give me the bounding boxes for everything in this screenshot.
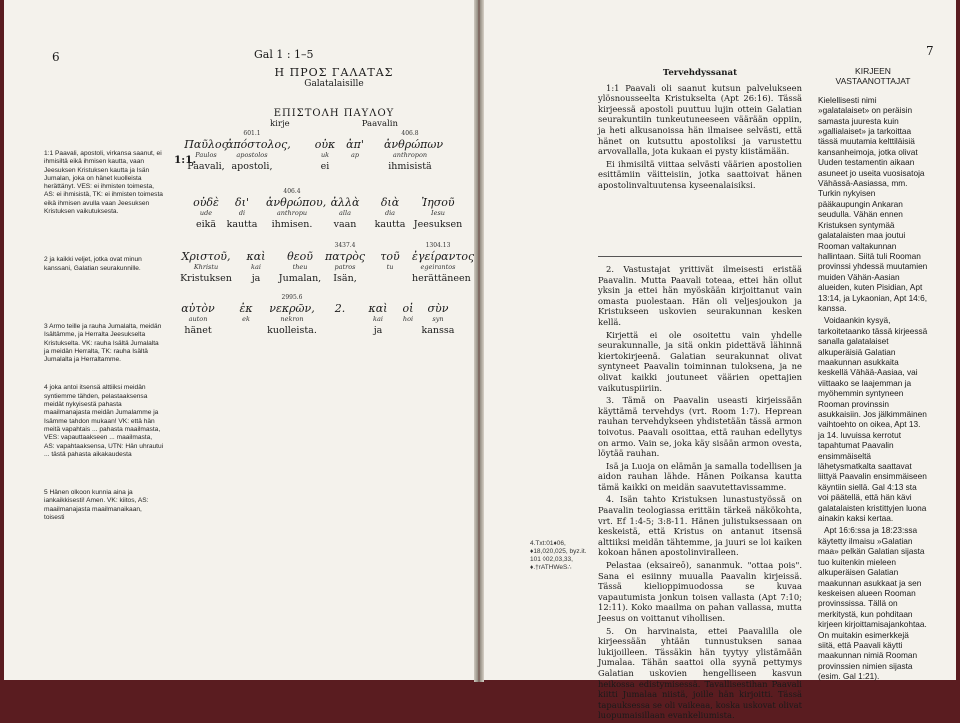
verse-note-4: 4 joka antoi itsensä alttiiksi meidän syntiemme tähden, pelastaaksensa meidät nykyisestä pahasta maailmanajasta meidän Jumalamme ja Isämme tahdon mukaan! VK: että hän meitä vapahtais ... pahasta maailmasta, VES: vapauttaakseen ... maailmasta, AS: vapahtaaksensa, UTN: Hän uhrautui ... tästä pahasta aikakaudesta	[44, 384, 164, 458]
finnish-gloss: ja	[373, 325, 383, 336]
recipients-column	[818, 66, 928, 682]
strong-number: 601.1	[243, 130, 261, 137]
interlinear-word	[180, 240, 232, 284]
strong-number: 2995.6	[281, 294, 303, 301]
greek-word: οὐδὲ	[193, 196, 219, 209]
finnish-gloss	[220, 325, 272, 336]
transliteration: auton	[188, 315, 208, 323]
strong-number: 406.8	[401, 130, 419, 137]
greek-word: ἀπ'	[346, 138, 364, 151]
greek-word: ἐκ	[239, 302, 253, 315]
finnish-gloss: apostoli,	[231, 161, 273, 172]
finnish-gloss: kuolleista.	[267, 325, 317, 336]
greek-word: αὐτὸν	[181, 302, 215, 315]
running-head: Gal 1 : 1–5	[254, 48, 314, 61]
greek-word: Χριστοῦ,	[181, 250, 231, 263]
commentary-p9: 5. On harvinaista, ettei Paavalilla ole kirjeessään yhtään tunnustuksen sanaa lukijoilleen. Tässäkin hän tyytyy ylistämään Jumalaa. Tähän saattoi olla syynä pettymys Galatian uskovien hengelliseen kasvun heikossa edistymisessä. Tavallisestihan Paavali kiitti Jumalaa niistä, joille hän kirjoitti. Tässä tapauksessa se oli vaikeaa, koska uskovat olivat luopumaisillaan evankeliumista.	[598, 625, 802, 721]
transliteration: anthropon	[392, 151, 428, 159]
greek-word: 2.	[334, 302, 346, 315]
transliteration: ap	[350, 151, 360, 159]
finnish-gloss: herättäneen	[412, 273, 471, 284]
finnish-gloss: ja	[251, 273, 261, 284]
text-critical-note: 4.Txt:01♦06, ♦18,020,025, byz.it. 101 ◊02,03,33, ♦.†rATHWeS∴	[530, 540, 587, 571]
verse-note-5: 5 Hänen olkoon kunnia aina ja iankaikkisesti! Amen. VK: kiitos, AS: maailmanajasta maailmanaikaan, toisesti	[44, 489, 149, 522]
greek-word: θεοῦ	[287, 250, 313, 263]
interlinear-word	[266, 292, 318, 336]
verse-notes	[44, 150, 164, 528]
transliteration: di	[238, 209, 246, 217]
transliteration: theu	[292, 263, 308, 271]
recipients-p2: Voidaankin kysyä, tarkoitetaanko tässä kirjeessä sanalla galatalaiset alkuperäisiä Galatian maakunnan asukkaita keskellä Vähää-Aasiaa, vai viittaako se laajemman ja myöhemmin syntyneen Rooman provinssin asukkaisiin. Jos jälkimmäinen vaihtoehto on oikea, Apt 13. ja 14. luvuissa kerrotut tapahtumat Paavalin ensimmäiseltä lähetysmatkalta saattavat liittyä Paavalin ensimmäiseen käyntiin siellä. Gal 4:13 sta voi päätellä, että hän kävi galatalaisten kristittyjen luona ainakin kaksi kertaa.	[818, 315, 928, 524]
finnish-gloss: Jumalan,	[278, 273, 322, 284]
interlinear-word	[266, 186, 327, 230]
commentary-p1: 1:1 Paavali oli saanut kutsun palvelukseen ylösnousseelta Kristukselta (Apt 26:16). Tässä kirjeessä apostoli puuttuu lujin ottein Galatian seurakuntiin tunkeutuneeseen väärään oppiin, ja heti alkusanoissa hän ilmaisee selvästi, että hänet on kutsuttu apostoliksi ja varustettu arvovallalla, jota kukaan ei pysty kiistämään.	[598, 82, 802, 157]
epistle-word-kirje: kirje	[270, 119, 290, 129]
transliteration: egeirantos	[420, 263, 456, 271]
book-title	[234, 66, 434, 89]
transliteration: hoi	[402, 315, 414, 323]
finnish-gloss: kautta	[226, 219, 258, 230]
interlinear-word	[364, 186, 416, 230]
strong-number: 406.4	[283, 188, 301, 195]
finnish-gloss: kanssa	[421, 325, 455, 336]
right-page	[484, 0, 956, 721]
interlinear-word	[329, 128, 381, 172]
verse-note-2: 2 ja kaikki veljet, jotka ovat minun kanssani, Galatian seurakunnille.	[44, 256, 142, 272]
epistle-title-greek: ΕΠΙΣΤΟΛΗ ΠΑΥΛΟΥ	[273, 108, 395, 119]
commentary-p3: 2. Vastustajat yrittivät ilmeisesti eristää Paavalin. Mutta Paavali toteaa, ettei hän ollut yksin ja ettei hän myöskään kirjoittanut vain omasta puolestaan. Hän oli veljesjoukon ja Kristukseen uskovien seurakunnan kesken kellä.	[598, 264, 802, 327]
commentary-p7: 4. Isän tahto Kristuksen lunastustyössä on Paavalin teologiassa erittäin tärkeä näkökohta, vrt. Ef 1:4-5; 3:8-11. Hänen julistuksessaan on keskeistä, että Kristus on antanut itsensä alttiiksi meidän tähtemme, ja juuri se loi kaiken kokoan hänen apostolinviralleen.	[598, 494, 802, 558]
greek-word: τοῦ	[380, 250, 400, 263]
greek-word: διὰ	[380, 196, 400, 209]
commentary-p6: Isä ja Luoja on elämän ja samalla todellisen ja aidon rauhan lähde. Hänen Poikansa kautta tämä kaikki on meidän saavutettavissamme.	[598, 460, 802, 492]
book-title-finnish: Galatalaisille	[304, 79, 364, 89]
recipients-p3: Apt 16:6:ssa ja 18:23:ssa käytetty ilmaisu »Galatian maa» pelkän Galatian sijasta tuo kuitenkin mieleen alkuperäisen Galatian maakunnan asukkaat ja sen keskeisen alueen Rooman provinssissa. Tällä on merkitystä, kun pohditaan kirjeen kirjoittamisajankohtaa. On muitakin esimerkkejä siitä, että Paavali käytti maakunnan nimiä Rooman provinssien nimien sijasta (esim. Gal 1:21).	[818, 525, 927, 682]
commentary-p4: Kirjettä ei ole osoitettu vain yhdelle seurakunnalle, ja sitä onkin pidettävä lähinnä kiertokirjeenä. Galatian seurakunnat olivat syntyneet Paavalin toiminnan tuloksena, ja ne olivat kaikki joutuneet väärien opettajien vaikutuspiiriin.	[598, 329, 802, 393]
finnish-gloss: Kristuksen	[180, 273, 232, 284]
transliteration: uk	[320, 151, 330, 159]
interlinear-word	[220, 292, 272, 336]
interlinear-word	[412, 186, 464, 230]
transliteration: apostolos	[236, 151, 268, 159]
commentary-p8: Pelastaa (eksaireō), sananmuk. "ottaa pois". Sana ei esiinny muualla Paavalin kirjeissä. Tässä kielioppimuodossa se kuvaa vapautumista jonkun toisen vallasta (Apt 7:10; 12:11). Koko maailma on pahan vallassa, mutta Jeesus on voittanut vihollisen.	[598, 560, 802, 623]
left-page-number: 6	[52, 50, 60, 64]
left-page	[4, 0, 474, 680]
transliteration: dia	[384, 209, 396, 217]
transliteration: Iesu	[431, 209, 445, 217]
finnish-gloss: ihmisen.	[271, 219, 313, 230]
greek-word: ἀνθρώπων	[384, 138, 444, 151]
transliteration: tu	[386, 263, 394, 271]
greek-word: οἱ	[402, 302, 414, 315]
transliteration: kai	[373, 315, 383, 323]
section-heading: Tervehdyssanat	[662, 68, 738, 78]
greek-word: καὶ	[368, 302, 388, 315]
transliteration: Paulos	[195, 151, 217, 159]
greek-word: σὺν	[427, 302, 449, 315]
interlinear-word	[384, 128, 444, 172]
greek-word: ἀλλὰ	[330, 196, 360, 209]
greek-word: Παῦλος	[184, 138, 228, 151]
finnish-gloss: Jeesuksen	[413, 219, 463, 230]
epistle-word-paavalin: Paavalin	[361, 119, 398, 129]
greek-word: οὐκ	[314, 138, 336, 151]
book-title-greek: Η ΠΡΟΣ ΓΑΛΑΤΑΣ	[274, 66, 394, 79]
interlinear-word	[180, 128, 232, 172]
greek-word: καὶ	[246, 250, 266, 263]
right-page-number: 7	[926, 44, 934, 58]
strong-number: 1304.13	[425, 242, 451, 249]
greek-word: δι'	[235, 196, 249, 209]
finnish-gloss: ihmisistä	[388, 161, 432, 172]
section-rule	[598, 256, 802, 257]
commentary-column-2	[598, 264, 802, 723]
finnish-gloss: hänet	[184, 325, 212, 336]
greek-word: πατρὸς	[325, 250, 365, 263]
interlinear-word	[412, 292, 464, 336]
transliteration: kai	[251, 263, 261, 271]
interlinear-word	[364, 240, 416, 284]
greek-word: ἐγείραντος	[412, 250, 475, 263]
transliteration: anthropu	[276, 209, 308, 217]
commentary-p5: 3. Tämä on Paavalin useasti kirjeissään käyttämä tervehdys (vrt. Room 1:7). Heprean rauhan tervehdykseen yhdistetään tässä armon toivotus. Paavali osoittaa, että rauhan edellytys on armo. Vain se, joka käy sisään armon ovesta, löytää rauhan.	[598, 395, 802, 459]
transliteration: alla	[339, 209, 351, 217]
finnish-gloss: ei	[320, 161, 330, 172]
interlinear-word	[226, 128, 291, 172]
interlinear-word	[172, 292, 224, 336]
greek-word: νεκρῶν,	[269, 302, 315, 315]
book-gutter	[474, 0, 484, 682]
transliteration: nekron	[280, 315, 304, 323]
finnish-gloss: Isän,	[333, 273, 357, 284]
transliteration: ek	[242, 315, 250, 323]
transliteration: ude	[199, 209, 213, 217]
recipients-p1: Kielellisesti nimi »galatalaiset» on peräisin samasta juuresta kuin »gallialaiset» ja tarkoittaa tässä muutamia kelttiläisiä kansanheimoja, jotka olivat Uuden testamentin aikaan asuneet jo useita vuosisatoja Vähässä-Aasiassa, mm. Turkin nykyisen pääkaupungin Ankaran seudulla. Vähän ennen Kristuksen syntymää galatalaisten maa joutui Rooman valtakunnan hallintaan. Siitä tuli Rooman provinssi yhdessä muutamien muiden Vähän-Aasian alueiden, kuten Pisidian, Apt 13:14, ja Lykaonian, Apt 14:6, kanssa.	[818, 94, 928, 313]
commentary-p2: Ei ihmisiltä viittaa selvästi väärien apostolien esittämiin väitteisiin, jotka saattoivat hänen apostolinvaltuutensa kyseenalaisiksi.	[598, 158, 802, 190]
greek-word: Ἰησοῦ	[421, 196, 455, 209]
epistle-title	[234, 108, 434, 129]
finnish-gloss	[329, 161, 381, 172]
finnish-gloss: eikä	[195, 219, 217, 230]
verse-note-1: 1:1 Paavali, apostoli, virkansa saanut, ei ihmisiltä eikä ihmisen kautta, vaan Jeesuksen Kristuksen kautta ja Isän Jumalan, joka on hänet kuolleista herättänyt. VES: ei ihmisten toimesta, AS: ei ihmisistä, TK: ei ihmisten toimesta eikä ihmisen avulla vaan Jeesuksen Kristuksen vaikutuksesta.	[44, 150, 163, 216]
transliteration: syn	[432, 315, 444, 323]
finnish-gloss: vaan	[333, 219, 357, 230]
greek-word: ἀνθρώπου,	[266, 196, 327, 209]
recipients-heading: KIRJEEN VASTAANOTTAJAT	[835, 66, 911, 87]
finnish-gloss: Paavali,	[187, 161, 225, 172]
finnish-gloss	[364, 273, 416, 284]
transliteration: patros	[334, 263, 356, 271]
transliteration: Khristu	[193, 263, 219, 271]
strong-number: 3437.4	[334, 242, 356, 249]
interlinear-word	[216, 186, 268, 230]
verse-note-3: 3 Armo teille ja rauha Jumalalta, meidän Isältämme, ja Herralta Jeesukselta Kristukselta. VK: rauha Isältä Jumalalta ja meidän Herralta, TK: rauha Isältä Jumalalta ja Herraltamme.	[44, 322, 162, 364]
greek-word: ἀπόστολος,	[226, 138, 291, 151]
commentary-column	[598, 68, 802, 193]
interlinear-word	[412, 240, 475, 284]
finnish-gloss: kautta	[374, 219, 406, 230]
verse-ref-1-1: 1:1.	[174, 154, 197, 166]
